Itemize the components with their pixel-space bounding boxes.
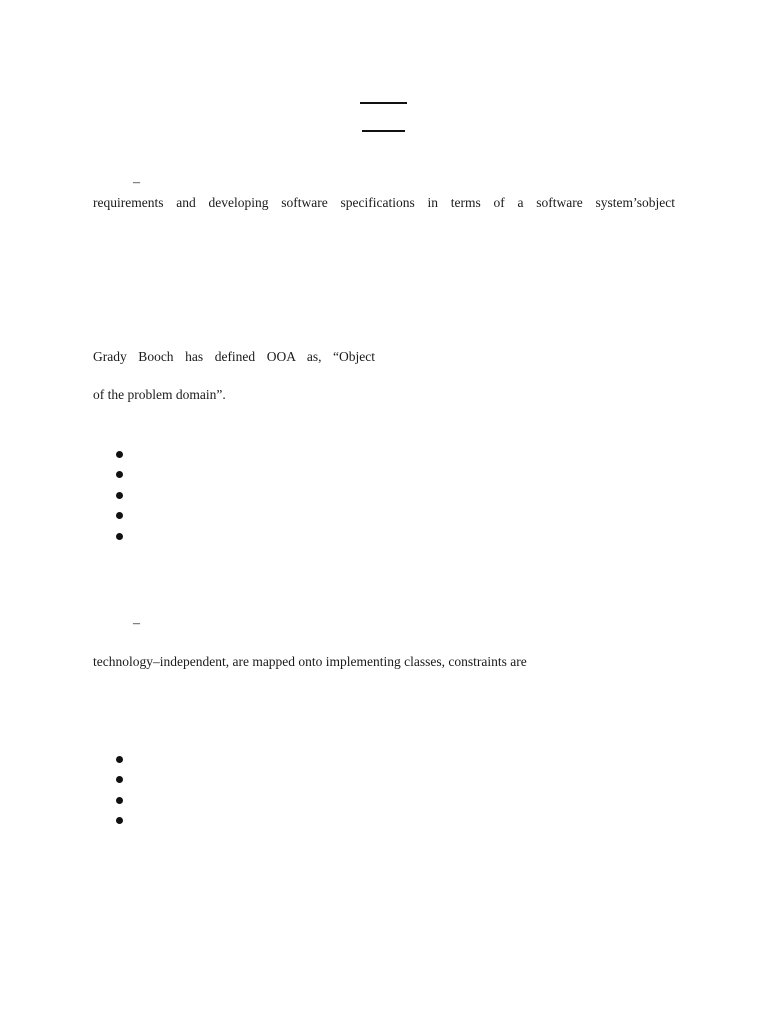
- section-1-dash: –: [133, 175, 140, 190]
- section-3-dash: –: [133, 616, 140, 631]
- bullet-icon: [116, 512, 123, 519]
- technology-independent-line: technology–independent, are mapped onto implementing classes, constraints are: [93, 654, 527, 669]
- bullet-icon: [116, 471, 123, 478]
- requirements-line: requirements and developing software specifications in terms of a software system’sobject: [93, 195, 675, 210]
- booch-definition-line: Grady Booch has defined OOA as, “Object: [93, 349, 375, 364]
- problem-domain-line: of the problem domain”.: [93, 387, 226, 402]
- bullet-icon: [116, 533, 123, 540]
- bullet-icon: [116, 756, 123, 763]
- bullet-icon: [116, 776, 123, 783]
- bullet-icon: [116, 797, 123, 804]
- title-underline-1: [360, 102, 407, 104]
- bullet-icon: [116, 451, 123, 458]
- bullet-icon: [116, 817, 123, 824]
- title-underline-2: [362, 130, 405, 132]
- bullet-icon: [116, 492, 123, 499]
